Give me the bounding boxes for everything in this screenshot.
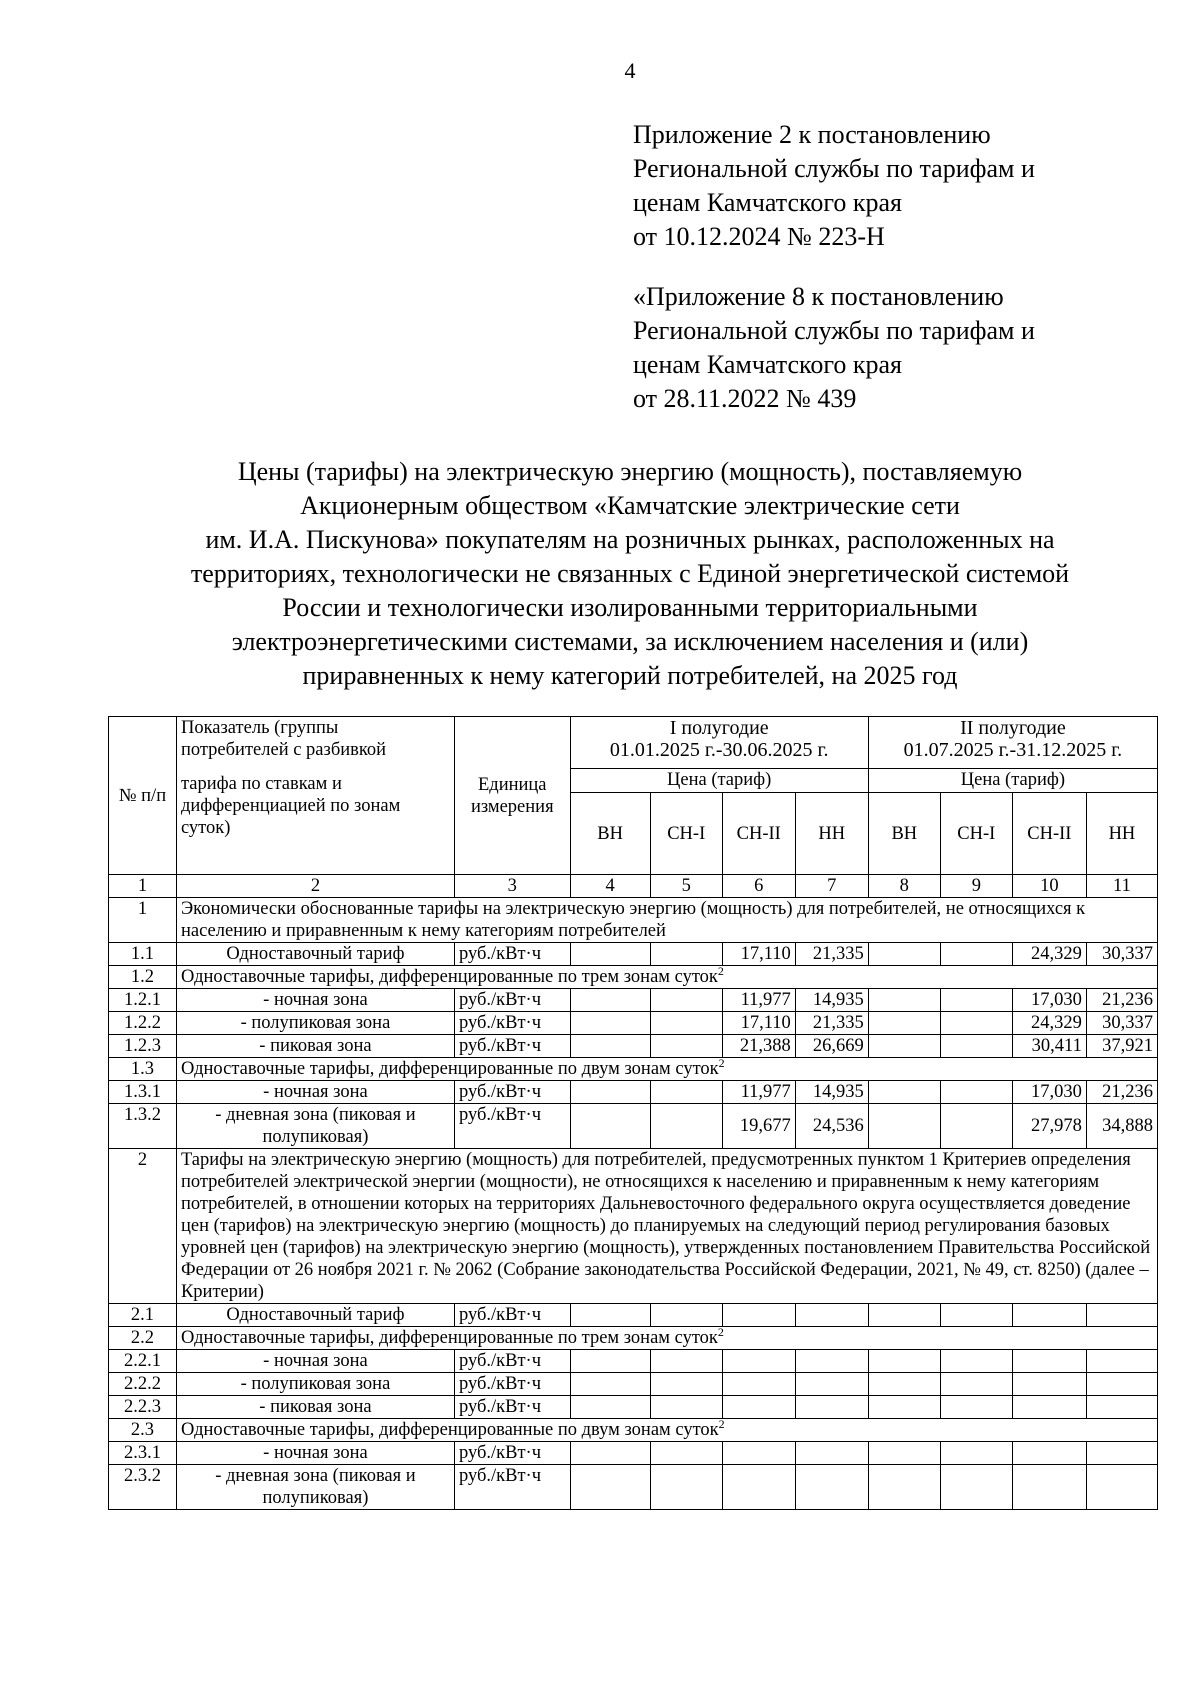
value-cell: 24,329	[1012, 943, 1086, 966]
value-cell	[940, 1304, 1012, 1327]
value-cell	[795, 1350, 868, 1373]
section-text	[176, 1058, 1157, 1081]
value-cell	[795, 1373, 868, 1396]
footnote-mark: 2	[717, 1326, 724, 1339]
row-num: 2.3	[109, 1419, 177, 1442]
value-cell	[650, 943, 722, 966]
section-row	[109, 966, 1158, 989]
value-cell: 21,236	[1086, 989, 1157, 1012]
value-cell	[722, 1304, 795, 1327]
value-cell: 27,978	[1012, 1104, 1086, 1149]
section-text	[176, 1419, 1157, 1442]
footnote-mark: 2	[718, 1057, 725, 1070]
row-unit: руб./кВт·ч	[454, 1104, 570, 1149]
value-cell: 19,677	[722, 1104, 795, 1149]
value-cell	[570, 1465, 650, 1510]
header-price-2: Цена (тариф)	[868, 769, 1157, 793]
column-numbers-row	[109, 875, 1158, 898]
row-num: 1.2	[109, 966, 177, 989]
value-cell	[722, 1350, 795, 1373]
table-row	[109, 1081, 1158, 1104]
row-num: 2.2	[109, 1327, 177, 1350]
value-cell	[570, 1012, 650, 1035]
header-half1	[570, 717, 868, 769]
value-cell	[570, 1350, 650, 1373]
value-cell: 21,335	[795, 943, 868, 966]
section-text	[176, 966, 1157, 989]
row-num: 2.1	[109, 1304, 177, 1327]
table-row	[109, 1350, 1158, 1373]
value-cell	[1012, 1465, 1086, 1510]
row-num: 1.1	[109, 943, 177, 966]
value-cell: 34,888	[1086, 1104, 1157, 1149]
col-number: 6	[722, 875, 795, 898]
value-cell	[1086, 1442, 1157, 1465]
section-row	[109, 1058, 1158, 1081]
value-cell	[868, 1304, 940, 1327]
level-nn: НН	[1086, 793, 1157, 875]
value-cell	[868, 1373, 940, 1396]
value-cell	[1012, 1304, 1086, 1327]
row-name: Одноставочный тариф	[176, 1304, 454, 1327]
table-row	[109, 1104, 1158, 1149]
half1-title: I полугодие	[669, 717, 769, 739]
value-cell	[650, 1442, 722, 1465]
value-cell: 21,388	[722, 1035, 795, 1058]
value-cell	[940, 1465, 1012, 1510]
value-cell	[570, 943, 650, 966]
table-row	[109, 1012, 1158, 1035]
value-cell: 11,977	[722, 989, 795, 1012]
section-text	[176, 1327, 1157, 1350]
row-num: 2.2.2	[109, 1373, 177, 1396]
value-cell	[795, 1442, 868, 1465]
value-cell	[722, 1396, 795, 1419]
row-unit: руб./кВт·ч	[454, 1465, 570, 1510]
value-cell	[868, 943, 940, 966]
row-unit: руб./кВт·ч	[454, 1350, 570, 1373]
value-cell	[650, 1465, 722, 1510]
appendix-ref-line: от 28.11.2022 № 439	[633, 384, 857, 413]
value-cell	[1086, 1350, 1157, 1373]
col-number: 9	[940, 875, 1012, 898]
table-row	[109, 1396, 1158, 1419]
col-number: 7	[795, 875, 868, 898]
row-num: 1.3	[109, 1058, 177, 1081]
value-cell	[940, 1012, 1012, 1035]
title-line: им. И.А. Пискунова» покупателям на розничных рынках, расположенных на	[205, 525, 1055, 554]
value-cell	[570, 989, 650, 1012]
row-unit: руб./кВт·ч	[454, 943, 570, 966]
col-number: 1	[109, 875, 177, 898]
level-nn: НН	[795, 793, 868, 875]
value-cell	[650, 1396, 722, 1419]
value-cell	[868, 1012, 940, 1035]
value-cell	[1086, 1304, 1157, 1327]
section-label: Одноставочные тарифы, дифференцированные по двум зонам суток	[180, 1059, 719, 1079]
row-unit: руб./кВт·ч	[454, 1442, 570, 1465]
value-cell: 21,335	[795, 1012, 868, 1035]
document-title	[120, 455, 1140, 693]
value-cell	[940, 1373, 1012, 1396]
header-indicator	[176, 717, 454, 875]
value-cell	[650, 1304, 722, 1327]
table-row	[109, 989, 1158, 1012]
appendix-main-block	[633, 118, 1035, 254]
row-num: 1	[109, 898, 177, 943]
value-cell	[868, 1396, 940, 1419]
col-number: 2	[176, 875, 454, 898]
table-row	[109, 1035, 1158, 1058]
row-unit: руб./кВт·ч	[454, 1396, 570, 1419]
header-price-1: Цена (тариф)	[570, 769, 868, 793]
level-vn: ВН	[570, 793, 650, 875]
value-cell: 26,669	[795, 1035, 868, 1058]
col-number: 3	[454, 875, 570, 898]
appendix-ref-line: Региональной службы по тарифам и	[633, 316, 1035, 345]
value-cell	[868, 1350, 940, 1373]
value-cell	[570, 1396, 650, 1419]
row-num: 1.2.1	[109, 989, 177, 1012]
row-name: - дневная зона (пиковая и полупиковая)	[176, 1104, 454, 1149]
value-cell: 30,411	[1012, 1035, 1086, 1058]
row-num: 1.2.3	[109, 1035, 177, 1058]
value-cell	[650, 1104, 722, 1149]
value-cell	[940, 1081, 1012, 1104]
value-cell	[722, 1373, 795, 1396]
title-line: электроэнергетическими системами, за исключением населения и (или)	[231, 627, 1029, 656]
value-cell	[1086, 1465, 1157, 1510]
half1-period: 01.01.2025 г.-30.06.2025 г.	[609, 739, 829, 761]
col-number: 5	[650, 875, 722, 898]
value-cell	[650, 1035, 722, 1058]
value-cell	[650, 1012, 722, 1035]
row-num: 2.2.1	[109, 1350, 177, 1373]
row-name: Одноставочный тариф	[176, 943, 454, 966]
value-cell: 30,337	[1086, 943, 1157, 966]
row-num: 2.2.3	[109, 1396, 177, 1419]
half2-title: II полугодие	[960, 717, 1066, 739]
value-cell: 24,536	[795, 1104, 868, 1149]
value-cell	[868, 1465, 940, 1510]
row-num: 1.3.1	[109, 1081, 177, 1104]
level-sn2: СН-II	[722, 793, 795, 875]
header-num: № п/п	[109, 717, 177, 875]
value-cell	[722, 1465, 795, 1510]
value-cell	[570, 1442, 650, 1465]
title-line: Акционерным обществом «Камчатские электрические сети	[300, 491, 960, 520]
title-line: России и технологически изолированными территориальными	[282, 593, 978, 622]
section-row	[109, 898, 1158, 943]
row-unit: руб./кВт·ч	[454, 1081, 570, 1104]
table-row	[109, 1304, 1158, 1327]
title-line: территориях, технологически не связанных с Единой энергетической системой	[190, 559, 1070, 588]
value-cell	[795, 1396, 868, 1419]
value-cell	[868, 989, 940, 1012]
value-cell	[570, 1104, 650, 1149]
value-cell	[940, 943, 1012, 966]
value-cell: 24,329	[1012, 1012, 1086, 1035]
row-name: - дневная зона (пиковая и полупиковая)	[176, 1465, 454, 1510]
section-label: Одноставочные тарифы, дифференцированные по трем зонам суток	[180, 1328, 718, 1348]
value-cell: 21,236	[1086, 1081, 1157, 1104]
table-row	[109, 1465, 1158, 1510]
value-cell	[1086, 1396, 1157, 1419]
level-sn2: СН-II	[1012, 793, 1086, 875]
row-num: 2.3.2	[109, 1465, 177, 1510]
value-cell: 37,921	[1086, 1035, 1157, 1058]
table-row	[109, 1373, 1158, 1396]
header-half2	[868, 717, 1157, 769]
appendix-main-line: от 10.12.2024 № 223-Н	[633, 222, 885, 251]
row-unit: руб./кВт·ч	[454, 1304, 570, 1327]
value-cell: 17,110	[722, 1012, 795, 1035]
value-cell	[940, 1396, 1012, 1419]
header-indicator-line1: Показатель (группы потребителей с разбивкой	[180, 718, 387, 760]
value-cell	[940, 1442, 1012, 1465]
table-row	[109, 1442, 1158, 1465]
header-row-1	[109, 717, 1158, 769]
value-cell	[650, 1373, 722, 1396]
value-cell	[868, 1442, 940, 1465]
row-name: - полупиковая зона	[176, 1012, 454, 1035]
col-number: 8	[868, 875, 940, 898]
value-cell	[722, 1442, 795, 1465]
level-sn1: СН-I	[650, 793, 722, 875]
row-unit: руб./кВт·ч	[454, 1012, 570, 1035]
header-indicator-line2: тарифа по ставкам и дифференциацией по зонам суток)	[180, 774, 401, 838]
row-unit: руб./кВт·ч	[454, 1035, 570, 1058]
appendix-reference-block	[633, 280, 1035, 416]
value-cell	[650, 989, 722, 1012]
appendix-main-line: ценам Камчатского края	[633, 188, 902, 217]
section-row	[109, 1327, 1158, 1350]
value-cell: 30,337	[1086, 1012, 1157, 1035]
value-cell	[940, 1350, 1012, 1373]
page-number: 4	[624, 58, 636, 83]
section-label: Одноставочные тарифы, дифференцированные по трем зонам суток	[180, 967, 718, 987]
section-row	[109, 1149, 1158, 1304]
value-cell	[1086, 1373, 1157, 1396]
table-row	[109, 943, 1158, 966]
col-number: 11	[1086, 875, 1157, 898]
value-cell	[1012, 1442, 1086, 1465]
value-cell	[570, 1373, 650, 1396]
row-num: 2.3.1	[109, 1442, 177, 1465]
value-cell	[570, 1304, 650, 1327]
row-name: - ночная зона	[176, 989, 454, 1012]
col-number: 4	[570, 875, 650, 898]
row-num: 2	[109, 1149, 177, 1304]
appendix-ref-line: «Приложение 8 к постановлению	[633, 282, 1004, 311]
value-cell: 14,935	[795, 989, 868, 1012]
value-cell	[1012, 1396, 1086, 1419]
row-unit: руб./кВт·ч	[454, 989, 570, 1012]
level-vn: ВН	[868, 793, 940, 875]
row-name: - ночная зона	[176, 1081, 454, 1104]
appendix-main-line: Региональной службы по тарифам и	[633, 154, 1035, 183]
row-num: 1.3.2	[109, 1104, 177, 1149]
col-number: 10	[1012, 875, 1086, 898]
row-name: - пиковая зона	[176, 1035, 454, 1058]
section-label: Одноставочные тарифы, дифференцированные по двум зонам суток	[180, 1420, 719, 1440]
value-cell	[940, 1104, 1012, 1149]
value-cell: 17,030	[1012, 989, 1086, 1012]
section-text: Тарифы на электрическую энергию (мощность) для потребителей, предусмотренных пунктом 1 Критериев определения потребителей электрической энергии (мощности), не относящихся к населению и приравненным к нему категориям потребителей, в отношении которых на территориях Дальневосточного федерального округа осуществляется доведение цен (тарифов) на электрическую энергию (мощность) до планируемых на следующий период регулирования базовых уровней цен (тарифов) на электрическую энергию (мощность), утвержденных постановлением Правительства Российской Федерации от 26 ноября 2021 г. № 2062 (Собрание законодательства Российской Федерации, 2021, № 49, ст. 8250) (далее – Критерии)	[176, 1149, 1157, 1304]
value-cell	[795, 1465, 868, 1510]
value-cell	[940, 989, 1012, 1012]
row-name: - пиковая зона	[176, 1396, 454, 1419]
appendix-main-line: Приложение 2 к постановлению	[633, 120, 991, 149]
value-cell	[795, 1304, 868, 1327]
value-cell: 11,977	[722, 1081, 795, 1104]
header-unit: Единица измерения	[454, 717, 570, 875]
row-name: - ночная зона	[176, 1350, 454, 1373]
row-name: - полупиковая зона	[176, 1373, 454, 1396]
value-cell: 17,110	[722, 943, 795, 966]
value-cell	[570, 1081, 650, 1104]
value-cell	[940, 1035, 1012, 1058]
appendix-ref-line: ценам Камчатского края	[633, 350, 902, 379]
row-num: 1.2.2	[109, 1012, 177, 1035]
value-cell	[650, 1350, 722, 1373]
row-name: - ночная зона	[176, 1442, 454, 1465]
title-line: Цены (тарифы) на электрическую энергию (мощность), поставляемую	[237, 457, 1023, 486]
title-line: приравненных к нему категорий потребителей, на 2025 год	[302, 661, 958, 690]
half2-period: 01.07.2025 г.-31.12.2025 г.	[903, 739, 1123, 761]
value-cell: 14,935	[795, 1081, 868, 1104]
value-cell	[650, 1081, 722, 1104]
section-row	[109, 1419, 1158, 1442]
row-unit: руб./кВт·ч	[454, 1373, 570, 1396]
value-cell	[868, 1035, 940, 1058]
value-cell	[868, 1104, 940, 1149]
value-cell	[868, 1081, 940, 1104]
footnote-mark: 2	[718, 1418, 725, 1431]
value-cell: 17,030	[1012, 1081, 1086, 1104]
footnote-mark: 2	[717, 965, 724, 978]
value-cell	[1012, 1373, 1086, 1396]
value-cell	[1012, 1350, 1086, 1373]
level-sn1: СН-I	[940, 793, 1012, 875]
tariff-table	[108, 716, 1158, 1510]
value-cell	[570, 1035, 650, 1058]
section-text: Экономически обоснованные тарифы на электрическую энергию (мощность) для потребителей, не относящихся к населению и приравненным к нему категориям потребителей	[176, 898, 1157, 943]
